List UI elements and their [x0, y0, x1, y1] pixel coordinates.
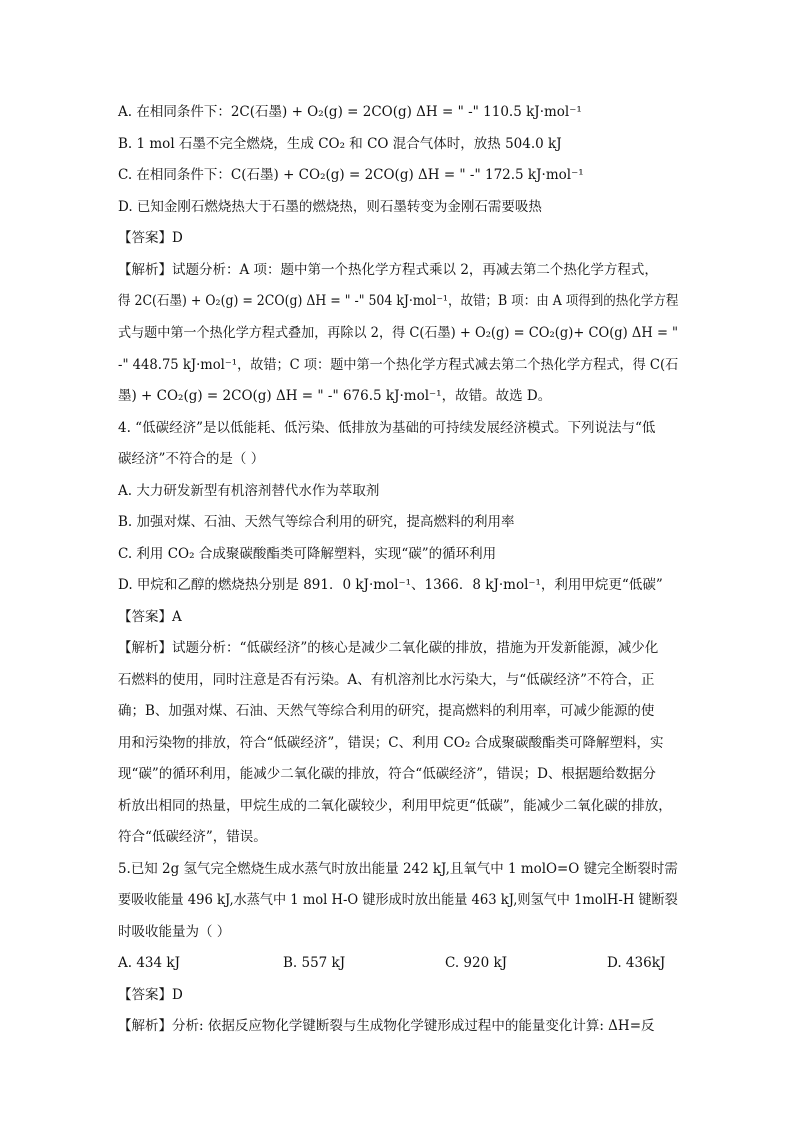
q3-analysis-line-3: 式与题中第一个热化学方程式叠加，再除以 2，得 C(石墨) + O₂(g) = CO₂(g)+ CO(g) ΔH = " [118, 325, 679, 341]
q3-option-c: C. 在相同条件下：C(石墨) + CO₂(g) = 2CO(g) ΔH = " -" 172.5 kJ·mol⁻¹ [118, 167, 584, 183]
q5-analysis-line-1: 【解析】分析: 依据反应物化学键断裂与生成物化学键形成过程中的能量变化计算: ΔH=反 [118, 1018, 655, 1034]
q5-option-b: B. 557 kJ [283, 955, 346, 971]
q4-option-d: D. 甲烷和乙醇的燃烧热分别是 891．0 kJ·mol⁻¹、1366．8 kJ·mol⁻¹，利用甲烷更“低碳” [118, 577, 663, 593]
q3-answer: 【答案】D [118, 230, 183, 246]
q4-option-b: B. 加强对煤、石油、天然气等综合利用的研究，提高燃料的利用率 [118, 514, 515, 530]
q3-analysis-line-5: 墨) + CO₂(g) = 2CO(g) ΔH = " -" 676.5 kJ·mol⁻¹，故错。故选 D。 [118, 388, 552, 404]
q3-analysis-line-4: -" 448.75 kJ·mol⁻¹，故错；C 项：题中第一个热化学方程式减去第二个热化学方程式，得 C(石 [118, 357, 679, 373]
q5-option-a: A. 434 kJ [118, 955, 180, 971]
q4-analysis-line-2: 石燃料的使用，同时注意是否有污染。A、有机溶剂比水污染大，与“低碳经济”不符合，正 [118, 672, 655, 688]
q3-analysis-line-2: 得 2C(石墨) + O₂(g) = 2CO(g) ΔH = " -" 504 kJ·mol⁻¹，故错；B 项：由 A 项得到的热化学方程 [118, 293, 679, 309]
q3-option-a: A. 在相同条件下：2C(石墨) + O₂(g) = 2CO(g) ΔH = " -" 110.5 kJ·mol⁻¹ [118, 104, 582, 120]
q4-analysis-line-3: 确；B、加强对煤、石油、天然气等综合利用的研究，提高燃料的利用率，可减少能源的使 [118, 703, 655, 719]
q4-stem-line-1: 4. “低碳经济”是以低能耗、低污染、低排放为基础的可持续发展经济模式。下列说法与“低 [118, 420, 656, 436]
q5-stem-line-1: 5.已知 2g 氢气完全燃烧生成水蒸气时放出能量 242 kJ,且氧气中 1 molO=O 键完全断裂时需 [118, 861, 678, 877]
q5-options-row [0, 954, 794, 972]
q4-analysis-line-5: 现“碳”的循环利用，能减少二氧化碳的排放，符合“低碳经济”，错误；D、根据题给数据分 [118, 766, 656, 782]
q5-option-d: D. 436kJ [607, 955, 666, 971]
q3-option-d: D. 已知金刚石燃烧热大于石墨的燃烧热，则石墨转变为金刚石需要吸热 [118, 199, 542, 215]
q4-option-a: A. 大力研发新型有机溶剂替代水作为萃取剂 [118, 483, 380, 499]
q4-analysis-line-4: 用和污染物的排放，符合“低碳经济”，错误；C、利用 CO₂ 合成聚碳酸酯类可降解塑料，实 [118, 735, 664, 751]
q5-answer: 【答案】D [118, 987, 183, 1003]
q4-analysis-line-1: 【解析】试题分析：“低碳经济”的核心是减少二氧化碳的排放，措施为开发新能源，减少化 [118, 640, 659, 656]
q3-option-b: B. 1 mol 石墨不完全燃烧，生成 CO₂ 和 CO 混合气体时，放热 504.0 kJ [118, 136, 562, 152]
q4-option-c: C. 利用 CO₂ 合成聚碳酸酯类可降解塑料，实现“碳”的循环利用 [118, 546, 497, 562]
q5-stem-line-3: 时吸收能量为（ ） [118, 924, 231, 940]
q4-stem-line-2: 碳经济”不符合的是（ ） [118, 451, 265, 467]
q4-answer: 【答案】A [118, 609, 182, 625]
q4-analysis-line-7: 符合“低碳经济”，错误。 [118, 829, 267, 845]
q5-option-c: C. 920 kJ [445, 955, 508, 971]
q4-analysis-line-6: 析放出相同的热量，甲烷生成的二氧化碳较少，利用甲烷更“低碳”，能减少二氧化碳的排放， [118, 798, 672, 814]
q3-analysis-line-1: 【解析】试题分析：A 项：题中第一个热化学方程式乘以 2，再减去第二个热化学方程式， [118, 262, 658, 278]
q5-stem-line-2: 要吸收能量 496 kJ,水蒸气中 1 mol H-O 键形成时放出能量 463 kJ,则氢气中 1molH-H 键断裂 [118, 892, 678, 908]
